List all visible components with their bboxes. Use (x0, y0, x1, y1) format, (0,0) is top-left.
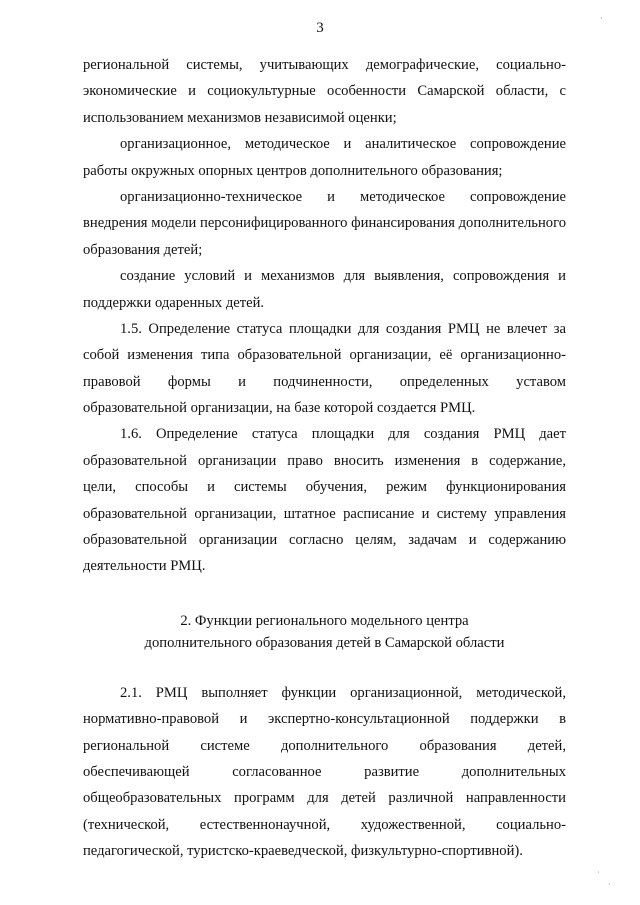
spacer (83, 580, 566, 610)
scan-speck: · (608, 880, 611, 889)
section-heading-line: 2. Функции регионального модельного центра (180, 612, 469, 629)
spacer (83, 654, 566, 680)
scan-speck: · (597, 868, 600, 877)
text-line: нормативно-правовой и экспертно-консультационной поддержки в (83, 711, 566, 728)
text-line: организационно-техническое и методическое сопровождение (120, 188, 566, 205)
text-line: региональной системы, учитывающих демографические, социально- (83, 57, 566, 73)
section-heading-line: дополнительного образования детей в Самарской области (144, 634, 505, 651)
scan-speck: · (600, 14, 603, 23)
paragraph (83, 184, 566, 263)
text-line: региональной системе дополнительного образования детей, (83, 737, 566, 754)
text-line: экономические и социокультурные особенности Самарской области, с (83, 83, 566, 100)
text-line: поддержки одаренных детей. (83, 294, 265, 311)
text-line: образовательной организации, штатное расписание и систему управления (83, 505, 566, 522)
text-line: 2.1. РМЦ выполняет функции организационной, методической, (120, 684, 566, 701)
text-line: собой изменения типа образовательной организации, её организационно- (83, 347, 566, 364)
text-line: организационное, методическое и аналитическое сопровождение (120, 136, 566, 153)
paragraph (83, 316, 566, 422)
text-line: деятельности РМЦ. (83, 558, 206, 575)
text-line: образовательной организации, на базе которой создается РМЦ. (83, 400, 476, 417)
page-number: 3 (316, 20, 324, 36)
text-line: внедрения модели персонифицированного финансирования дополнительного (83, 215, 566, 232)
text-line: образовательной организации согласно целям, задачам и содержанию (83, 532, 566, 549)
text-line: цели, способы и системы обучения, режим функционирования (83, 479, 566, 496)
paragraph (83, 131, 566, 184)
text-line: использованием механизмов независимой оценки; (83, 109, 397, 126)
paragraph (83, 263, 566, 316)
text-line: (технической, естественнонаучной, художественной, социально- (83, 816, 566, 833)
text-line: педагогической, туристско-краеведческой, физкультурно-спортивной). (83, 843, 523, 860)
document-body (83, 52, 566, 865)
paragraph (83, 680, 566, 865)
text-line: создание условий и механизмов для выявления, сопровождения и (120, 268, 566, 285)
text-line: 1.5. Определение статуса площадки для создания РМЦ не влечет за (120, 320, 566, 337)
text-line: образования детей; (83, 241, 203, 258)
paragraph (83, 52, 566, 131)
text-line: правовой формы и подчиненности, определенных уставом (83, 373, 566, 390)
section-heading (83, 610, 566, 654)
text-line: работы окружных опорных центров дополнительного образования; (83, 162, 503, 179)
text-line: 1.6. Определение статуса площадки для создания РМЦ дает (120, 426, 566, 443)
text-line: образовательной организации право вносить изменения в содержание, (83, 452, 566, 469)
paragraph (83, 421, 566, 579)
text-line: обеспечивающей согласованное развитие дополнительных (83, 763, 566, 780)
text-line: общеобразовательных программ для детей различной направленности (83, 790, 566, 807)
